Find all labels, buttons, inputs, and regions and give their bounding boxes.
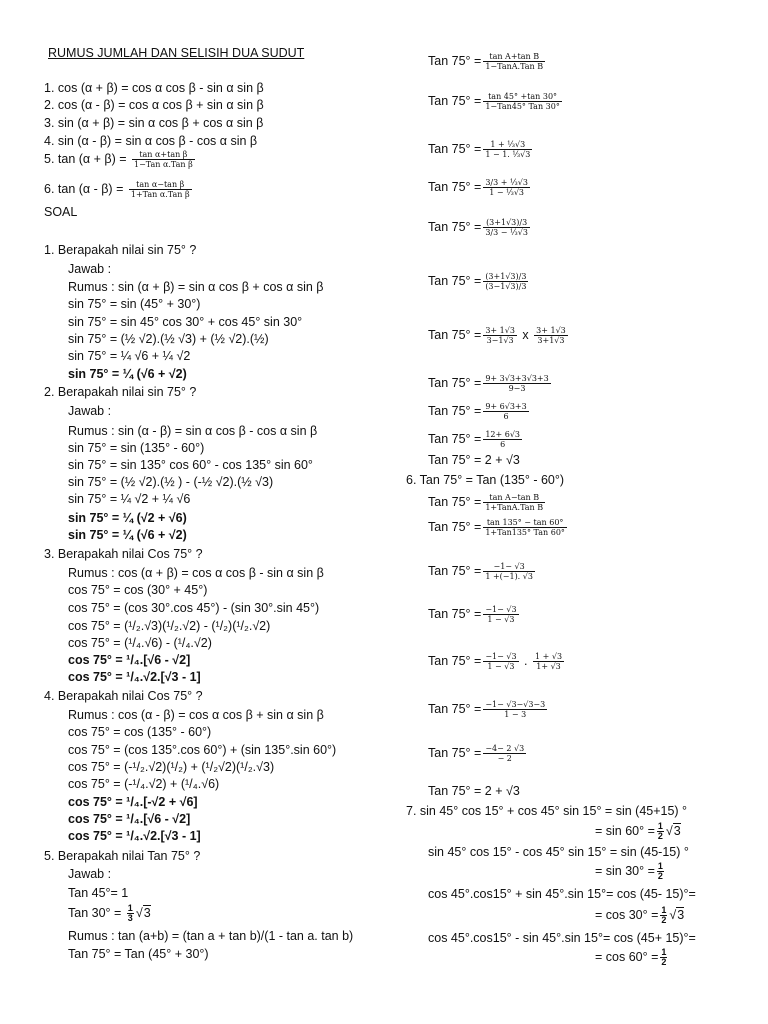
left-line: Rumus : cos (α - β) = cos α cos β + sin α sin β [68, 708, 324, 722]
left-line: sin 75° = sin 135° cos 60° - cos 135° sin 60° [68, 458, 313, 472]
fraction: $\frac{-4- 2 √3}{- 2}$ [485, 744, 525, 763]
right-line-r5: Tan 75° = $\frac{(3+1√3)/3}{\text{3/3 − ⅓√3}}$ [428, 218, 528, 237]
left-line: sin 75° = ¼ √2 + ¼ √6 [68, 492, 191, 506]
left-line: 3. Berapakah nilai Cos 75° ? [44, 547, 203, 561]
fraction: $\frac{3+ 1√3}{3-1√3}$ [485, 326, 515, 345]
fraction: $\frac{9+ 3√3+3√3+3}{9-3}$ [485, 374, 549, 393]
left-line: cos 75° = cos (135° - 60°) [68, 725, 212, 739]
fraction: $\frac{1}{2}$ [661, 947, 667, 967]
right-line-r9: Tan 75° = $\frac{9+ 6√3+3}{6}$ [428, 402, 527, 421]
left-line: sin 75° = sin 45° cos 30° + cos 45° sin 30° [68, 315, 303, 329]
right-line-r19: Tan 75° = $\frac{-4- 2 √3}{- 2}$ [428, 744, 525, 763]
right-line-r7: Tan 75° = $\frac{3+ 1√3}{3-1√3}$ x $\frac{3+ 1√3}{3+1√3}$ [428, 326, 566, 345]
formula-6: 6. tan (α - β) = $\frac{\text{tan α−tan β}}{\text{1+Tan α.Tan β}}$ [44, 180, 190, 199]
right-line-r15: Tan 75° = $\frac{-1- √3}{1 +(-1). √3}$ [428, 562, 533, 581]
left-line: cos 75° = (¹/₂.√3)(¹/₂.√2) - (¹/₂)(¹/₂.√2) [68, 619, 271, 633]
right-line-r2: Tan 75° = $\frac{\tan 45^\circ +\tan 30^\circ}{\text{1−Tan45° Tan 30°}}$ [428, 92, 560, 111]
left-line: Rumus : tan (a+b) = (tan a + tan b)/(1 - tan a. tan b) [68, 929, 354, 943]
left-line: cos 75° = (cos 135°.cos 60°) + (sin 135°.sin 60°) [68, 743, 337, 757]
left-line: SOAL [44, 205, 78, 219]
tan30-fraction: $\frac{1}{3}$ [127, 903, 133, 923]
left-line: cos 75° = ¹/₄.√2.[√3 - 1] [68, 829, 201, 843]
left-line: sin 75° = sin (45° + 30°) [68, 297, 201, 311]
left-line: 3. sin (α + β) = sin α cos β + cos α sin β [44, 116, 264, 130]
right-line-r26: = cos 30° = $\frac{1}{2}$ √3 [595, 905, 685, 925]
left-line: cos 75° = ¹/₄.[√6 - √2] [68, 653, 191, 667]
right-line-r24: = sin 30° = $\frac{1}{2}$ [595, 861, 663, 881]
left-line: cos 75° = cos (30° + 45°) [68, 583, 208, 597]
right-line-r12: 6. Tan 75° = Tan (135° - 60°) [406, 473, 565, 487]
right-line-r3: Tan 75° = $\frac{\text{1 + ⅓√3}}{\text{1 − 1. ⅓√3}}$ [428, 140, 531, 159]
left-line: 2. Berapakah nilai sin 75° ? [44, 385, 197, 399]
right-line-r20: Tan 75° = 2 + √3 [428, 784, 520, 798]
left-line: 4. Berapakah nilai Cos 75° ? [44, 689, 203, 703]
left-line: Rumus : cos (α + β) = cos α cos β - sin α sin β [68, 566, 324, 580]
fraction: $\frac{\text{tan A+tan B}}{\text{1−TanA.Tan B}}$ [485, 52, 544, 71]
left-line: sin 75° = (½ √2).(½ √3) + (½ √2).(½) [68, 332, 269, 346]
left-line: sin 75° = ¼ (√6 + √2) [68, 528, 187, 542]
left-line: RUMUS JUMLAH DAN SELISIH DUA SUDUT [48, 46, 305, 60]
left-line: Tan 75° = Tan (45° + 30°) [68, 947, 209, 961]
left-line: 2. cos (α - β) = cos α cos β + sin α sin β [44, 98, 264, 112]
fraction: $\frac{-1- √3}{1 +(-1). √3}$ [485, 562, 533, 581]
left-line: Jawab : [68, 404, 112, 418]
left-line: sin 75° = ¼ (√6 + √2) [68, 367, 187, 381]
left-line: 1. Berapakah nilai sin 75° ? [44, 243, 197, 257]
fraction: $\frac{(3+1√3)/3}{(3-1√3)/3}$ [485, 272, 527, 291]
left-line: sin 75° = ¼ √6 + ¼ √2 [68, 349, 191, 363]
left-line: Jawab : [68, 867, 112, 881]
left-line: Tan 45°= 1 [68, 886, 129, 900]
right-line-r8: Tan 75° = $\frac{9+ 3√3+3√3+3}{9-3}$ [428, 374, 549, 393]
left-line: cos 75° = ¹/₄.√2.[√3 - 1] [68, 670, 201, 684]
left-line: cos 75° = (¹/₄.√6) - (¹/₄.√2) [68, 636, 212, 650]
fraction: $\frac{3+ 1√3}{3+1√3}$ [536, 326, 566, 345]
left-line: 5. Berapakah nilai Tan 75° ? [44, 849, 201, 863]
right-line-r18: Tan 75° = $\frac{-1- √3-√3-3}{1 - 3}$ [428, 700, 546, 719]
left-line: cos 75° = (cos 30°.cos 45°) - (sin 30°.sin 45°) [68, 601, 320, 615]
right-line-r4: Tan 75° = $\frac{\text{3/3 + ⅓√3}}{\text{1 − ⅓√3}}$ [428, 178, 528, 197]
right-line-r21: 7. sin 45° cos 15° + cos 45° sin 15° = sin (45+15) ° [406, 804, 688, 818]
left-line: cos 75° = ¹/₄.[√6 - √2] [68, 812, 191, 826]
fraction: $\frac{1}{2}$ [657, 861, 663, 881]
fraction: $\frac{(3+1√3)/3}{\text{3/3 − ⅓√3}}$ [485, 218, 528, 237]
fraction: $\frac{\tan 45^\circ +\tan 30^\circ}{\text{1−Tan45° Tan 30°}}$ [485, 92, 560, 111]
right-line-r1: Tan 75° = $\frac{\text{tan A+tan B}}{\text{1−TanA.Tan B}}$ [428, 52, 544, 71]
formula-6-fraction: $\frac{\text{tan α−tan β}}{\text{1+Tan α.Tan β}}$ [130, 180, 190, 199]
fraction: $\frac{1}{2}$ [657, 821, 663, 841]
left-line: cos 75° = (-¹/₂.√2)(¹/₂) + (¹/₂√2)(¹/₂.√3) [68, 760, 275, 774]
right-line-r17: Tan 75° = $\frac{-1- √3}{1 - √3}$ . $\frac{1 + √3}{1+ √3}$ [428, 652, 563, 671]
fraction: $\frac{\tan 135^\circ - \tan 60^\circ}{\text{1+Tan135° Tan 60°}}$ [485, 518, 565, 537]
fraction: $\frac{\text{tan A−tan B}}{\text{1+TanA.Tan B}}$ [485, 493, 544, 512]
fraction: $\frac{\text{1 + ⅓√3}}{\text{1 − 1. ⅓√3}}$ [485, 140, 531, 159]
fraction: $\frac{1 + √3}{1+ √3}$ [534, 652, 563, 671]
formula-5: 5. tan (α + β) = $\frac{\text{tan α+tan β}}{\text{1−Tan α.Tan β}}$ [44, 150, 193, 169]
right-line-r13: Tan 75° = $\frac{\text{tan A−tan B}}{\text{1+TanA.Tan B}}$ [428, 493, 544, 512]
fraction: $\frac{1}{2}$ [661, 905, 667, 925]
right-line-r16: Tan 75° = $\frac{-1- √3}{1 - √3}$ [428, 605, 517, 624]
right-line-r11: Tan 75° = 2 + √3 [428, 453, 520, 467]
right-line-r28: = cos 60° = $\frac{1}{2}$ [595, 947, 667, 967]
left-line: cos 75° = ¹/₄.[-√2 + √6] [68, 795, 198, 809]
right-line-r10: Tan 75° = $\frac{12+ 6√3}{6}$ [428, 430, 521, 449]
left-line: 1. cos (α + β) = cos α cos β - sin α sin β [44, 81, 264, 95]
fraction: $\frac{9+ 6√3+3}{6}$ [485, 402, 527, 421]
right-line-r14: Tan 75° = $\frac{\tan 135^\circ - \tan 60^\circ}{\text{1+Tan135° Tan 60°}}$ [428, 518, 565, 537]
left-line: cos 75° = (-¹/₄.√2) + (¹/₄.√6) [68, 777, 220, 791]
right-line-r22: = sin 60° = $\frac{1}{2}$ √3 [595, 821, 681, 841]
left-line: sin 75° = sin (135° - 60°) [68, 441, 205, 455]
right-line-r6: Tan 75° = $\frac{(3+1√3)/3}{(3-1√3)/3}$ [428, 272, 527, 291]
right-line-r25: cos 45°.cos15° + sin 45°.sin 15°= cos (45- 15)°= [428, 887, 696, 901]
formula-5-fraction: $\frac{\text{tan α+tan β}}{\text{1−Tan α.Tan β}}$ [134, 150, 193, 169]
tan30-line: Tan 30° = $\frac{1}{3}$ √3 [68, 903, 151, 923]
fraction: $\frac{-1- √3}{1 - √3}$ [485, 605, 517, 624]
right-line-r23: sin 45° cos 15° - cos 45° sin 15° = sin (45-15) ° [428, 845, 689, 859]
left-line: 4. sin (α - β) = sin α cos β - cos α sin β [44, 134, 258, 148]
fraction: $\frac{12+ 6√3}{6}$ [485, 430, 521, 449]
fraction: $\frac{-1- √3}{1 - √3}$ [485, 652, 517, 671]
left-line: Jawab : [68, 262, 112, 276]
fraction: $\frac{\text{3/3 + ⅓√3}}{\text{1 − ⅓√3}}$ [485, 178, 528, 197]
left-line: sin 75° = ¼ (√2 + √6) [68, 511, 187, 525]
left-line: sin 75° = (½ √2).(½ ) - (-½ √2).(½ √3) [68, 475, 274, 489]
left-line: Rumus : sin (α + β) = sin α cos β + cos α sin β [68, 280, 324, 294]
left-line: Rumus : sin (α - β) = sin α cos β - cos α sin β [68, 424, 318, 438]
right-line-r27: cos 45°.cos15° - sin 45°.sin 15°= cos (45+ 15)°= [428, 931, 696, 945]
fraction: $\frac{-1- √3-√3-3}{1 - 3}$ [485, 700, 546, 719]
